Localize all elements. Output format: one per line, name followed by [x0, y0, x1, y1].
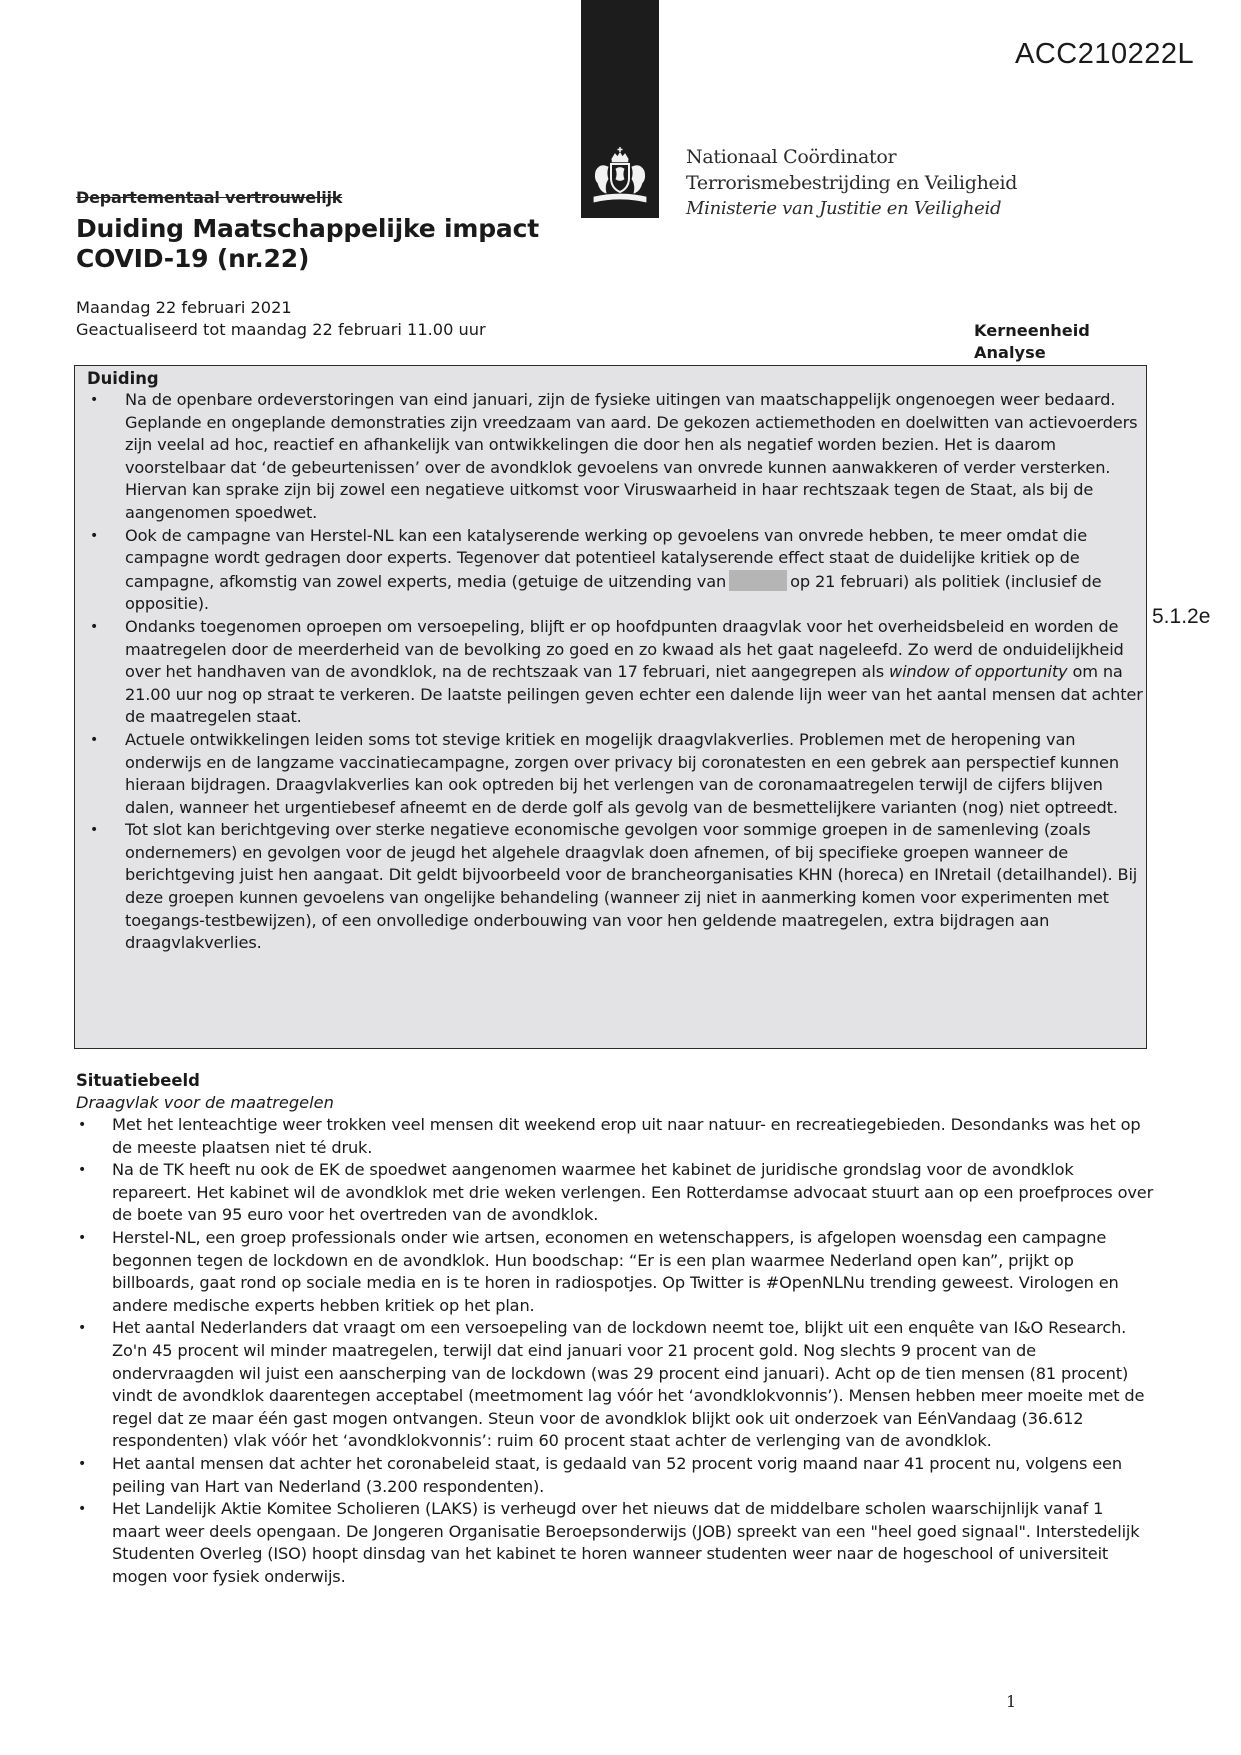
situatiebeeld-item: • Het aantal Nederlanders dat vraagt om een versoepeling van de lockdown neemt toe, blijkt uit een enquête van I&O Research. Zo'n 45 procent wil minder maatregelen, terwijl dat eind januari voor 21 procent gold. Nog slechts 9 procent van de ondervraagden wil juist een aanscherping van de lockdown (was 29 procent eind januari). Acht op de tien mensen (81 procent) vindt de avondklok daarentegen acceptabel (meetmoment lag vóór het ‘avondklokvonnis’). Mensen hebben meer moeite met de regel dat ze maar één gast mogen ontvangen. Steun voor de avondklok blijkt ook uit onderzoek van EénVandaag (36.612 respondenten) vlak vóór het ‘avondklokvonnis’: ruim 60 procent staat achter de verlenging van de avondklok.	[76, 1317, 1156, 1453]
royal-coat-of-arms-icon	[586, 145, 654, 209]
document-code: ACC210222L	[1015, 38, 1195, 70]
situatiebeeld-item: • Het Landelijk Aktie Komitee Scholieren (LAKS) is verheugd over het nieuws dat de middelbare scholen waarschijnlijk vanaf 1 maart weer deels opengaan. De Jongeren Organisatie Beroepsonderwijs (JOB) spreekt van een "heel goed signaal". Interstedelijk Studenten Overleg (ISO) hoopt dinsdag van het kabinet te horen wanneer studenten weer naar de hogeschool of universiteit mogen voor fysiek onderwijs.	[76, 1498, 1156, 1588]
duiding-item	[87, 525, 1146, 616]
organization-name	[686, 144, 1017, 222]
situatiebeeld-item: • Na de TK heeft nu ook de EK de spoedwet aangenomen waarmee het kabinet de juridische grondslag voor de avondklok repareert. Het kabinet wil de avondklok met drie weken verlengen. Een Rotterdamse advocaat stuurt aan op een proefproces over de boete van 95 euro voor het overtreden van de avondklok.	[76, 1159, 1156, 1227]
issuing-unit	[974, 320, 1090, 364]
document-dates	[76, 297, 486, 341]
situatiebeeld-subheading: Draagvlak voor de maatregelen	[76, 1093, 334, 1112]
duiding-item-text: Ook de campagne van Herstel-NL kan een katalyserende werking op gevoelens van onvrede hebben, te meer omdat die campagne wordt gedragen door experts. Tegenover dat potentieel katalyserende effect staat de duidelijke kritiek op de campagne, afkomstig van zowel experts, media (getuige de uitzending van	[125, 525, 1088, 591]
page-number: 1	[1006, 1692, 1017, 1711]
duiding-item-text: Ondanks toegenomen oproepen om versoepeling, blijft er op hoofdpunten draagvlak voor het overheidsbeleid en worden de maatregelen door de meerderheid van de bevolking zo goed en zo kwaad als het gaat nageleefd. Zo werd de onduidelijkheid over het handhaven van de avondklok, na de rechtszaak van 17 februari, niet aangegrepen als	[125, 616, 1124, 682]
situatiebeeld-item: • Herstel-NL, een groep professionals onder wie artsen, economen en wetenschappers, is afgelopen woensdag een campagne begonnen tegen de lockdown en de avondklok. Hun boodschap: “Er is een plan waarmee Nederland open kan”, prijkt op billboards, gaat rond op sociale media en is te horen in radiospotjes. Op Twitter is #OpenNLNu trending geweest. Virologen en andere medische experts hebben kritiek op het plan.	[76, 1227, 1156, 1317]
title-line-2: COVID-19 (nr.22)	[76, 244, 310, 273]
document-date: Maandag 22 februari 2021	[76, 298, 292, 317]
situatiebeeld-section	[76, 1070, 1156, 1588]
situatiebeeld-heading: Situatiebeeld	[76, 1071, 200, 1090]
unit-line-2: Analyse	[974, 343, 1046, 362]
duiding-item-text: op 21 februari) als politiek (inclusief de oppositie).	[125, 571, 1102, 614]
ministry-name: Ministerie van Justitie en Veiligheid	[686, 198, 1002, 219]
document-updated: Geactualiseerd tot maandag 22 februari 11.00 uur	[76, 320, 486, 339]
duiding-heading: Duiding	[87, 369, 159, 388]
situatiebeeld-item: • Met het lenteachtige weer trokken veel mensen dit weekend erop uit naar natuur- en recreatiegebieden. Desondanks was het op de meeste plaatsen niet té druk.	[76, 1114, 1156, 1159]
unit-line-1: Kerneenheid	[974, 321, 1090, 340]
situatiebeeld-item: • Het aantal mensen dat achter het coronabeleid staat, is gedaald van 52 procent vorig maand naar 41 procent nu, volgens een peiling van Hart van Nederland (3.200 respondenten).	[76, 1453, 1156, 1498]
title-line-1: Duiding Maatschappelijke impact	[76, 214, 539, 243]
italic-phrase: window of opportunity	[888, 662, 1068, 682]
redaction-marker: 5.1.2e	[1152, 605, 1211, 628]
duiding-list	[87, 389, 1146, 955]
duiding-item: • Tot slot kan berichtgeving over sterke negatieve economische gevolgen voor sommige groepen in de samenleving (zoals ondernemers) en gevolgen voor de jeugd het algehele draagvlak doen afnemen, of bij specifieke groepen wanneer de berichtgeving juist hen aangaat. Dit geldt bijvoorbeeld voor de brancheorganisaties KHN (horeca) en INretail (detailhandel). Bij deze groepen kunnen gevoelens van ongelijke behandeling (wanneer zij niet in aanmerking komen voor experimenten met toegangs-testbewijzen), of een onvolledige onderbouwing van voor hen geldende maatregelen, extra bijdragen aan draagvlakverlies.	[87, 819, 1146, 955]
organization-line-1: Nationaal Coördinator	[686, 146, 897, 168]
duiding-item	[87, 616, 1146, 729]
duiding-item: • Na de openbare ordeverstoringen van eind januari, zijn de fysieke uitingen van maatschappelijk ongenoegen weer bedaard. Geplande en ongeplande demonstraties zijn vreedzaam van aard. De gekozen actiemethoden en doelwitten van actievoerders zijn veelal ad hoc, reactief en afhankelijk van ontwikkelingen die door hen als negatief worden bezien. Het is daarom voorstelbaar dat ‘de gebeurtenissen’ over de avondklok gevoelens van onvrede kunnen aanwakkeren of verder versterken. Hiervan kan sprake zijn bij zowel een negatieve uitkomst voor Viruswaarheid in haar rechtszaak tegen de Staat, als bij de aangenomen spoedwet.	[87, 389, 1146, 525]
duiding-item-text: om na 21.00 uur nog op straat te verkeren. De laatste peilingen geven echter een dalende lijn weer van het aantal mensen dat achter de maatregelen staat.	[125, 662, 1143, 727]
document-title	[76, 214, 539, 274]
redaction-block	[729, 570, 787, 591]
duiding-item: • Actuele ontwikkelingen leiden soms tot stevige kritiek en mogelijk draagvlakverlies. Problemen met de heropening van onderwijs en de langzame vaccinatiecampagne, zorgen over privacy bij coronatesten en een gebrek aan perspectief kunnen hieraan bijdragen. Draagvlakverlies kan ook optreden bij het verlengen van de coronamaatregelen terwijl de cijfers blijven dalen, wanneer het urgentiebesef afneemt en de derde golf als gevolg van de besmettelijkere varianten (nog) niet optreedt.	[87, 729, 1146, 819]
organization-line-2: Terrorismebestrijding en Veiligheid	[686, 172, 1018, 194]
situatiebeeld-list	[76, 1114, 1156, 1588]
classification-label: Departementaal vertrouwelijk	[76, 188, 343, 207]
duiding-box	[74, 365, 1147, 1049]
